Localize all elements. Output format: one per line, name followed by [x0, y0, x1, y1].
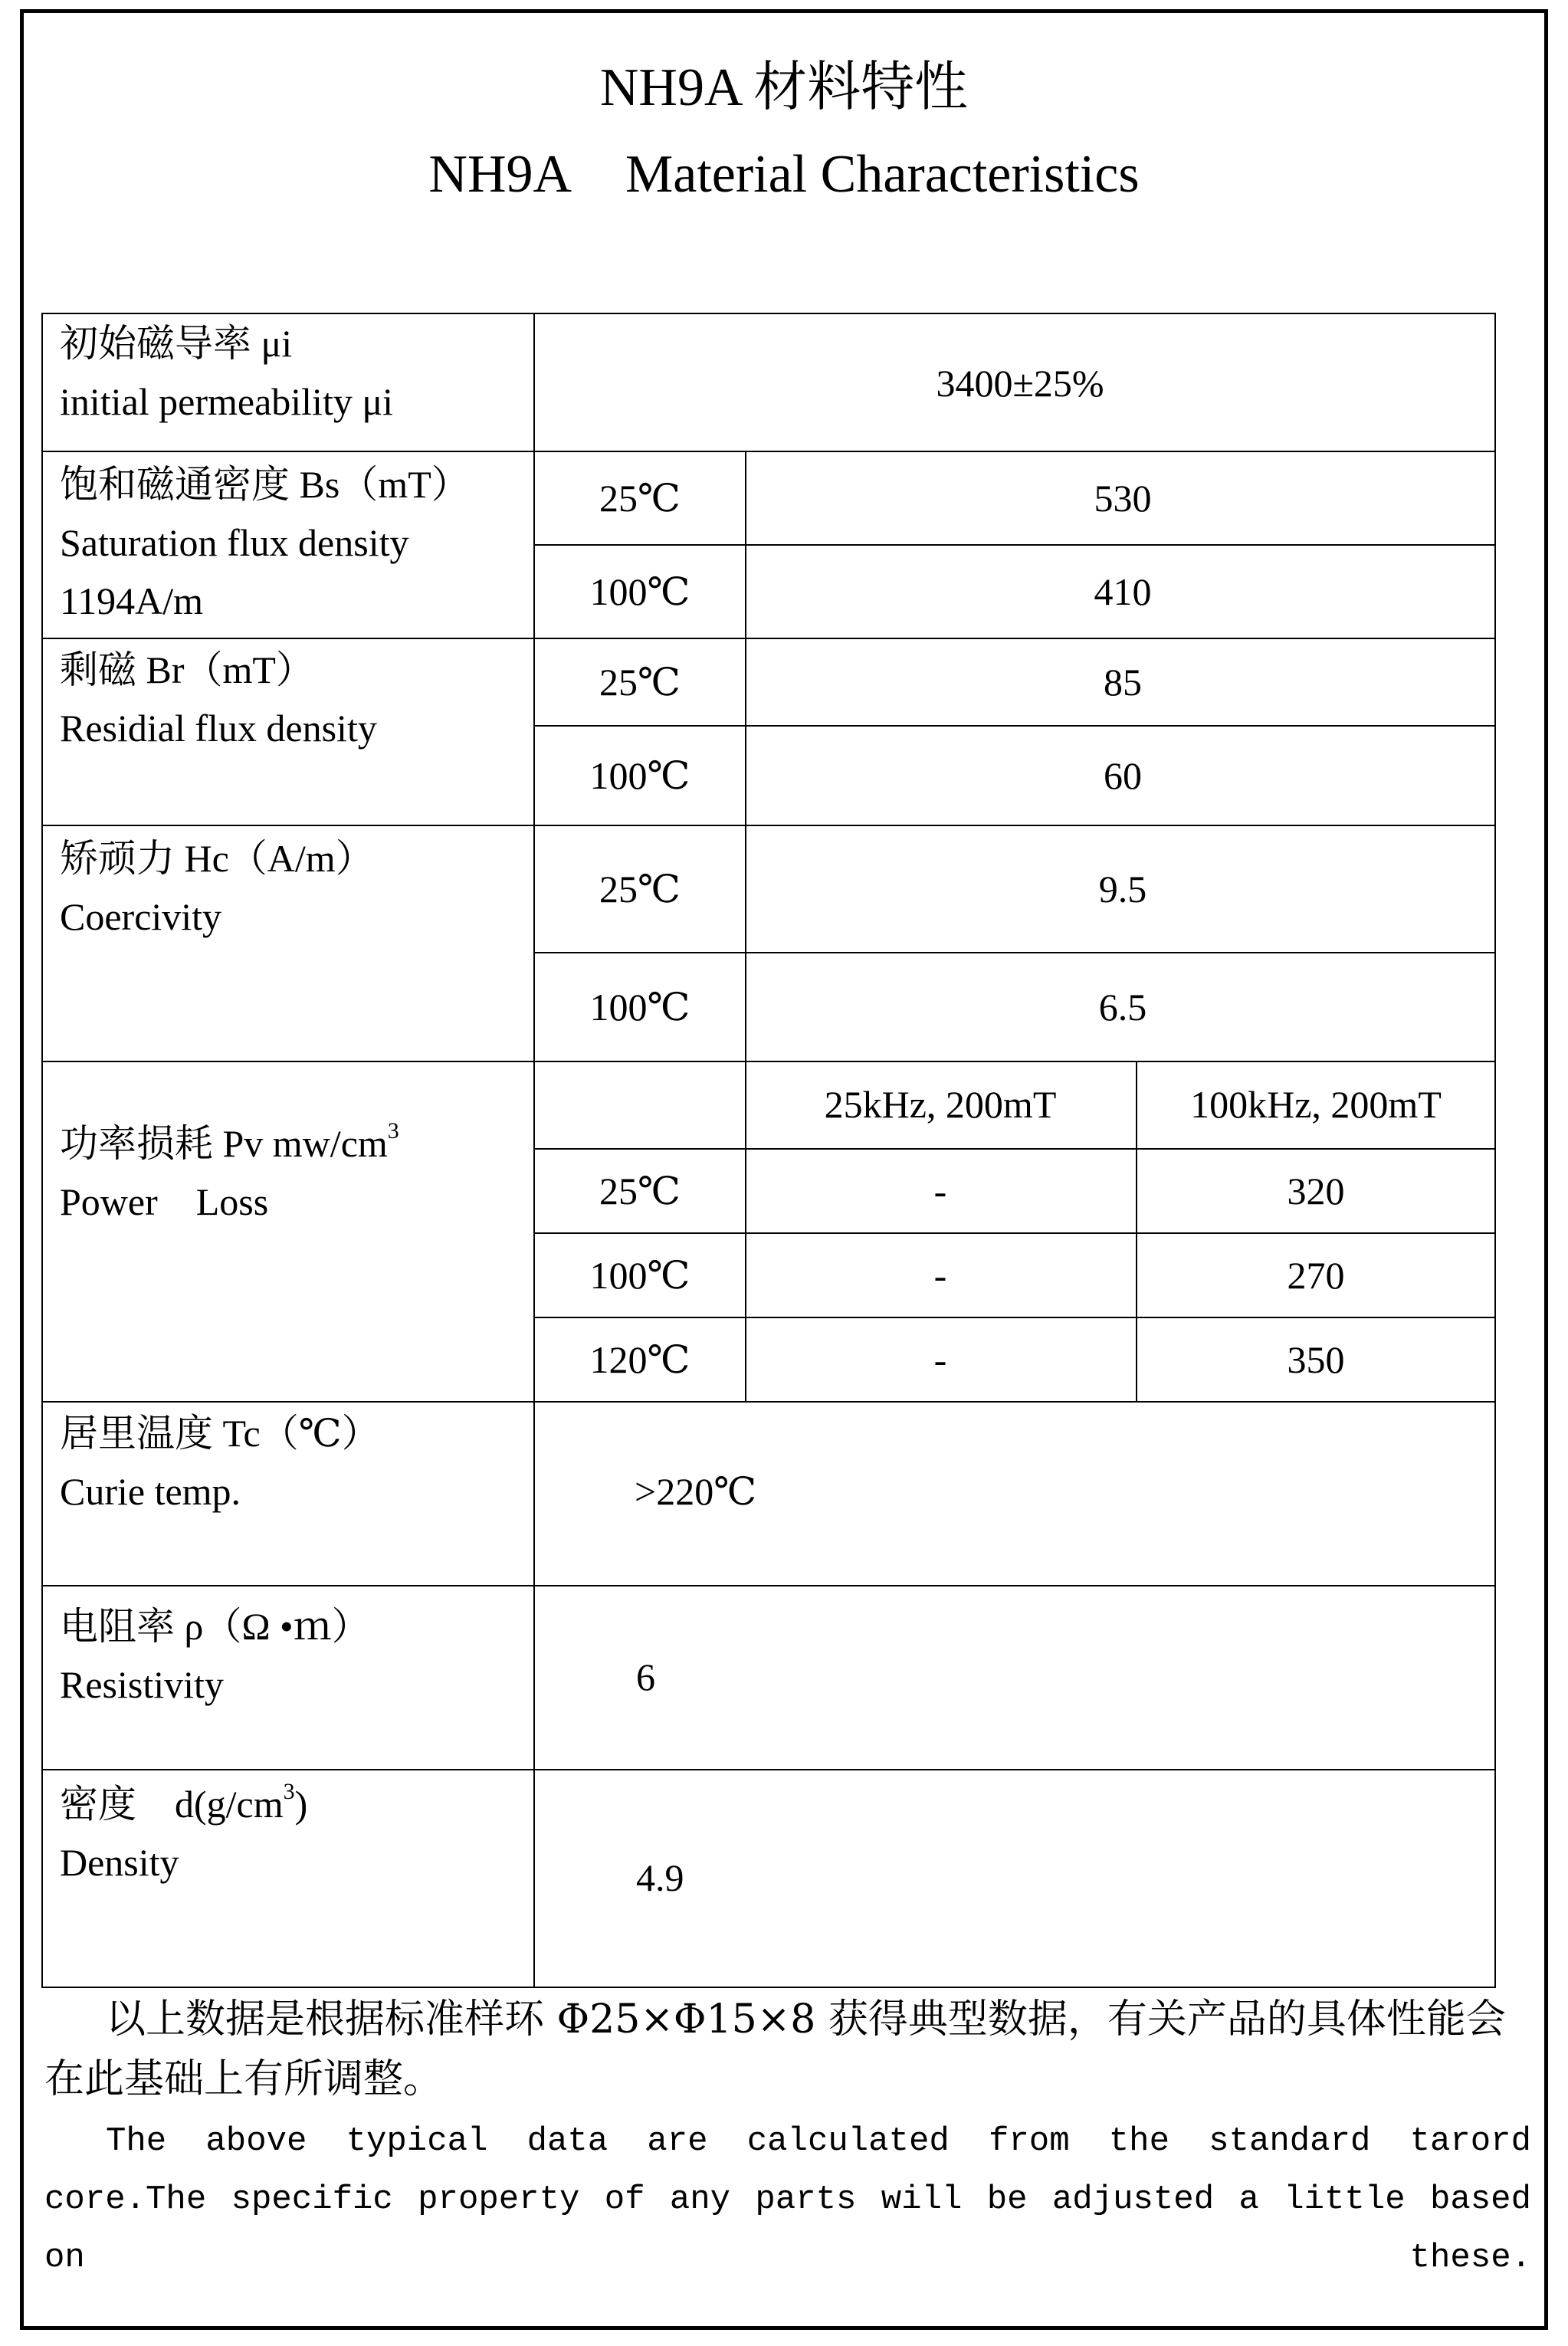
curie-value: >220℃ [635, 1470, 757, 1513]
resistivity-label [60, 1597, 370, 1714]
power-loss-label-en: Power Loss [60, 1180, 269, 1223]
note-chinese: 以上数据是根据标准样环 Φ25×Φ15×8 获得典型数据，有关产品的具体性能会在此基础上有所调整。 [44, 1997, 1506, 2102]
remanence-temp-25: 25℃ [599, 661, 681, 704]
power-loss-label-zh: 功率损耗 Pv $mw/cm^3$ [60, 1118, 399, 1165]
remanence-label [60, 641, 377, 757]
power-loss-120-100khz: 350 [1287, 1338, 1345, 1381]
saturation-value-25: 530 [1094, 477, 1152, 520]
coercivity-value-100: 6.5 [1098, 986, 1147, 1029]
coercivity-temp-25: 25℃ [599, 868, 681, 911]
curie-label-en: Curie temp. [60, 1470, 241, 1513]
power-loss-label [60, 1114, 399, 1231]
remanence-label-en: Residial flux density [60, 707, 377, 750]
saturation-label-field: 1194A/m [60, 579, 204, 622]
note-english: The above typical data are calculated from the standard tarord core.The specific property of any parts will be adjusted a little based on these. [44, 2122, 1531, 2277]
power-loss-temp-100: 100℃ [589, 1254, 691, 1297]
remanence-temp-100: 100℃ [589, 754, 691, 797]
title-code: NH9A [428, 145, 572, 204]
power-loss-100-100khz: 270 [1287, 1254, 1345, 1297]
power-loss-25-25khz: - [933, 1170, 947, 1212]
title-chinese: NH9A 材料特性 [599, 58, 969, 117]
coercivity-label-en: Coercivity [60, 895, 222, 938]
density-label-zh: 密度 $d(g/cm^3)$ [60, 1779, 308, 1826]
saturation-label-zh: 饱和磁通密度 Bs（mT） [60, 463, 470, 506]
saturation-temp-25: 25℃ [599, 477, 681, 520]
permeability-label-en: initial permeability μi [60, 380, 394, 423]
density-label-en: Density [60, 1841, 179, 1884]
coercivity-temp-100: 100℃ [589, 986, 691, 1029]
coercivity-label [60, 829, 374, 946]
saturation-label [60, 455, 470, 630]
saturation-value-100: 410 [1094, 570, 1152, 613]
permeability-value: 3400±25% [936, 362, 1104, 405]
saturation-label-en: Saturation flux density [60, 521, 409, 564]
coercivity-label-zh: 矫顽力 Hc（A/m） [60, 837, 374, 880]
remanence-value-100: 60 [1104, 754, 1142, 797]
title-text: Material Characteristics [625, 145, 1140, 204]
power-loss-100-25khz: - [933, 1254, 947, 1297]
resistivity-value: 6 [636, 1655, 655, 1698]
power-loss-col-100khz: 100kHz, 200mT [1190, 1083, 1442, 1126]
permeability-label [60, 314, 393, 431]
resistivity-label-zh: 电阻率 ρ（Ω •ｍ） [60, 1605, 370, 1648]
resistivity-label-en: Resistivity [60, 1663, 224, 1706]
saturation-temp-100: 100℃ [589, 570, 691, 613]
power-loss-120-25khz: - [933, 1338, 947, 1381]
curie-label [60, 1404, 380, 1521]
power-loss-temp-25: 25℃ [599, 1170, 681, 1212]
density-label [60, 1775, 307, 1892]
density-value: 4.9 [636, 1856, 684, 1899]
title-english [0, 145, 1568, 204]
power-loss-25-100khz: 320 [1287, 1170, 1345, 1212]
curie-label-zh: 居里温度 Tc（℃） [60, 1412, 380, 1455]
remanence-label-zh: 剩磁 Br（mT） [60, 648, 314, 691]
remanence-value-25: 85 [1104, 661, 1142, 704]
power-loss-col-25khz: 25kHz, 200mT [824, 1083, 1057, 1126]
power-loss-temp-120: 120℃ [589, 1338, 691, 1381]
permeability-label-zh: 初始磁导率 μi [60, 322, 293, 365]
coercivity-value-25: 9.5 [1098, 868, 1147, 911]
